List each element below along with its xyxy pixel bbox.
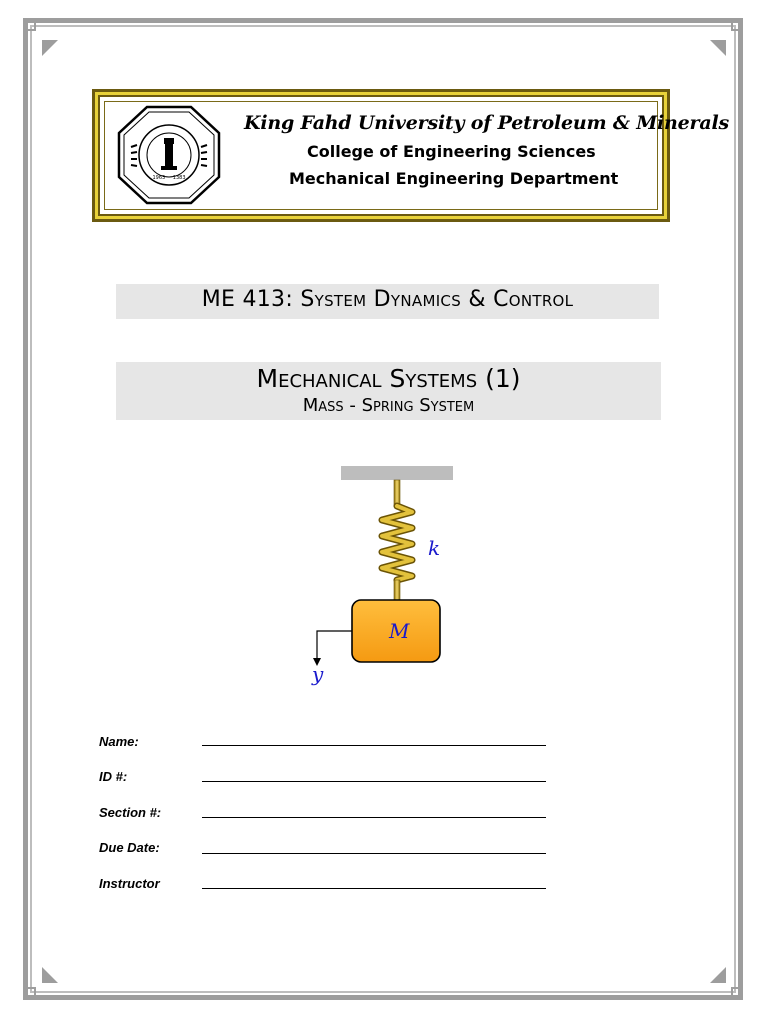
mass-spring-diagram <box>300 460 500 700</box>
seal-year-right: 1383 <box>172 175 186 181</box>
field-label-instructor: Instructor <box>99 876 160 891</box>
topic-subtitle: Mass - Spring System <box>302 395 475 416</box>
spring-top-rod <box>394 480 400 506</box>
spring-constant-label: k <box>428 536 441 560</box>
field-line-section[interactable] <box>202 817 546 818</box>
field-line-due-date[interactable] <box>202 853 546 854</box>
field-label-due-date: Due Date: <box>99 840 160 855</box>
topic-title-bar <box>116 362 661 420</box>
seal-year-left: 1963 <box>152 175 166 181</box>
displacement-arrow <box>317 631 352 661</box>
field-line-instructor[interactable] <box>202 888 546 889</box>
fixed-support <box>341 466 453 480</box>
course-title-bar <box>116 284 659 319</box>
university-name: King Fahd University of Petroleum & Minerals <box>244 112 729 134</box>
college-name: College of Engineering Sciences <box>307 142 596 161</box>
field-line-id[interactable] <box>202 781 546 782</box>
department-name: Mechanical Engineering Department <box>289 169 619 188</box>
displacement-label: y <box>312 662 324 686</box>
spring-bottom-rod <box>394 580 400 600</box>
course-title: ME 413: System Dynamics & Control <box>201 287 574 312</box>
mass-label: M <box>389 619 410 643</box>
university-seal-icon <box>117 105 221 205</box>
field-line-name[interactable] <box>202 745 546 746</box>
field-label-name: Name: <box>99 734 139 749</box>
field-label-section: Section #: <box>99 805 162 820</box>
field-label-id: ID #: <box>99 769 128 784</box>
topic-title: Mechanical Systems (1) <box>256 364 521 393</box>
